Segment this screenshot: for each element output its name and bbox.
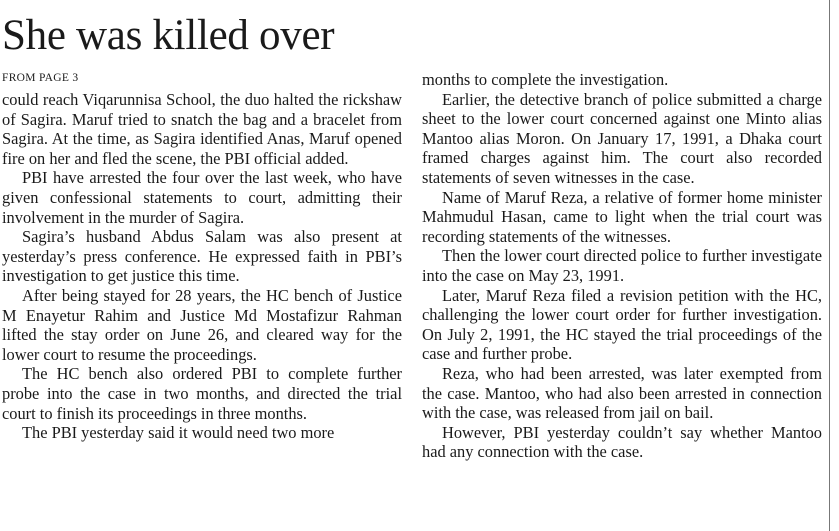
column-rule — [829, 0, 830, 531]
jump-line: FROM PAGE 3 — [2, 72, 79, 84]
headline: She was killed over — [2, 12, 335, 59]
paragraph: Reza, who had been arrested, was later exempted from the case. Mantoo, who had also been arrested in connection with the case, was released from jail on bail. — [422, 363, 822, 423]
paragraph: However, PBI yesterday couldn’t say whether Mantoo had any connection with the case. — [422, 422, 822, 462]
paragraph: Sagira’s husband Abdus Salam was also present at yesterday’s press conference. He expressed faith in PBI’s investigation to get justice this time. — [2, 227, 402, 286]
paragraph: Then the lower court directed police to further investigate into the case on May 23, 1991. — [422, 246, 822, 285]
paragraph: The HC bench also ordered PBI to complete further probe into the case in two months, and directed the trial court to finish its proceedings in three months. — [2, 364, 402, 423]
paragraph: The PBI yesterday said it would need two more — [22, 423, 335, 443]
paragraph: could reach Viqarunnisa School, the duo halted the rickshaw of Sagira. Maruf tried to snatch the bag and a bracelet from Sagira. At the time, as Sagira identified Anas, Maruf opened fire on her and fled the scene, the PBI official added. — [2, 90, 402, 168]
article-column-right — [422, 70, 822, 462]
paragraph: PBI have arrested the four over the last week, who have given confessional statements to court, admitting their involvement in the murder of Sagira. — [2, 168, 402, 227]
paragraph: Later, Maruf Reza filed a revision petition with the HC, challenging the lower court order for further investigation. On July 2, 1991, the HC stayed the trial proceedings of the case and further probe. — [422, 285, 822, 364]
paragraph: Earlier, the detective branch of police submitted a charge sheet to the lower court concerned against one Minto alias Mantoo alias Moron. On January 17, 1991, a Dhaka court framed charges against him. The court also recorded statements of seven witnesses in the case. — [422, 89, 822, 187]
paragraph: Name of Maruf Reza, a relative of former home minister Mahmudul Hasan, came to light when the trial court was recording statements of the witnesses. — [422, 187, 822, 246]
paragraph: After being stayed for 28 years, the HC bench of Justice M Enayetur Rahim and Justice Md Mostafizur Rahman lifted the stay order on June 26, and cleared way for the lower court to resume the proceedings. — [2, 285, 402, 364]
article-column-left — [2, 70, 402, 443]
paragraph: months to complete the investigation. — [422, 70, 669, 89]
